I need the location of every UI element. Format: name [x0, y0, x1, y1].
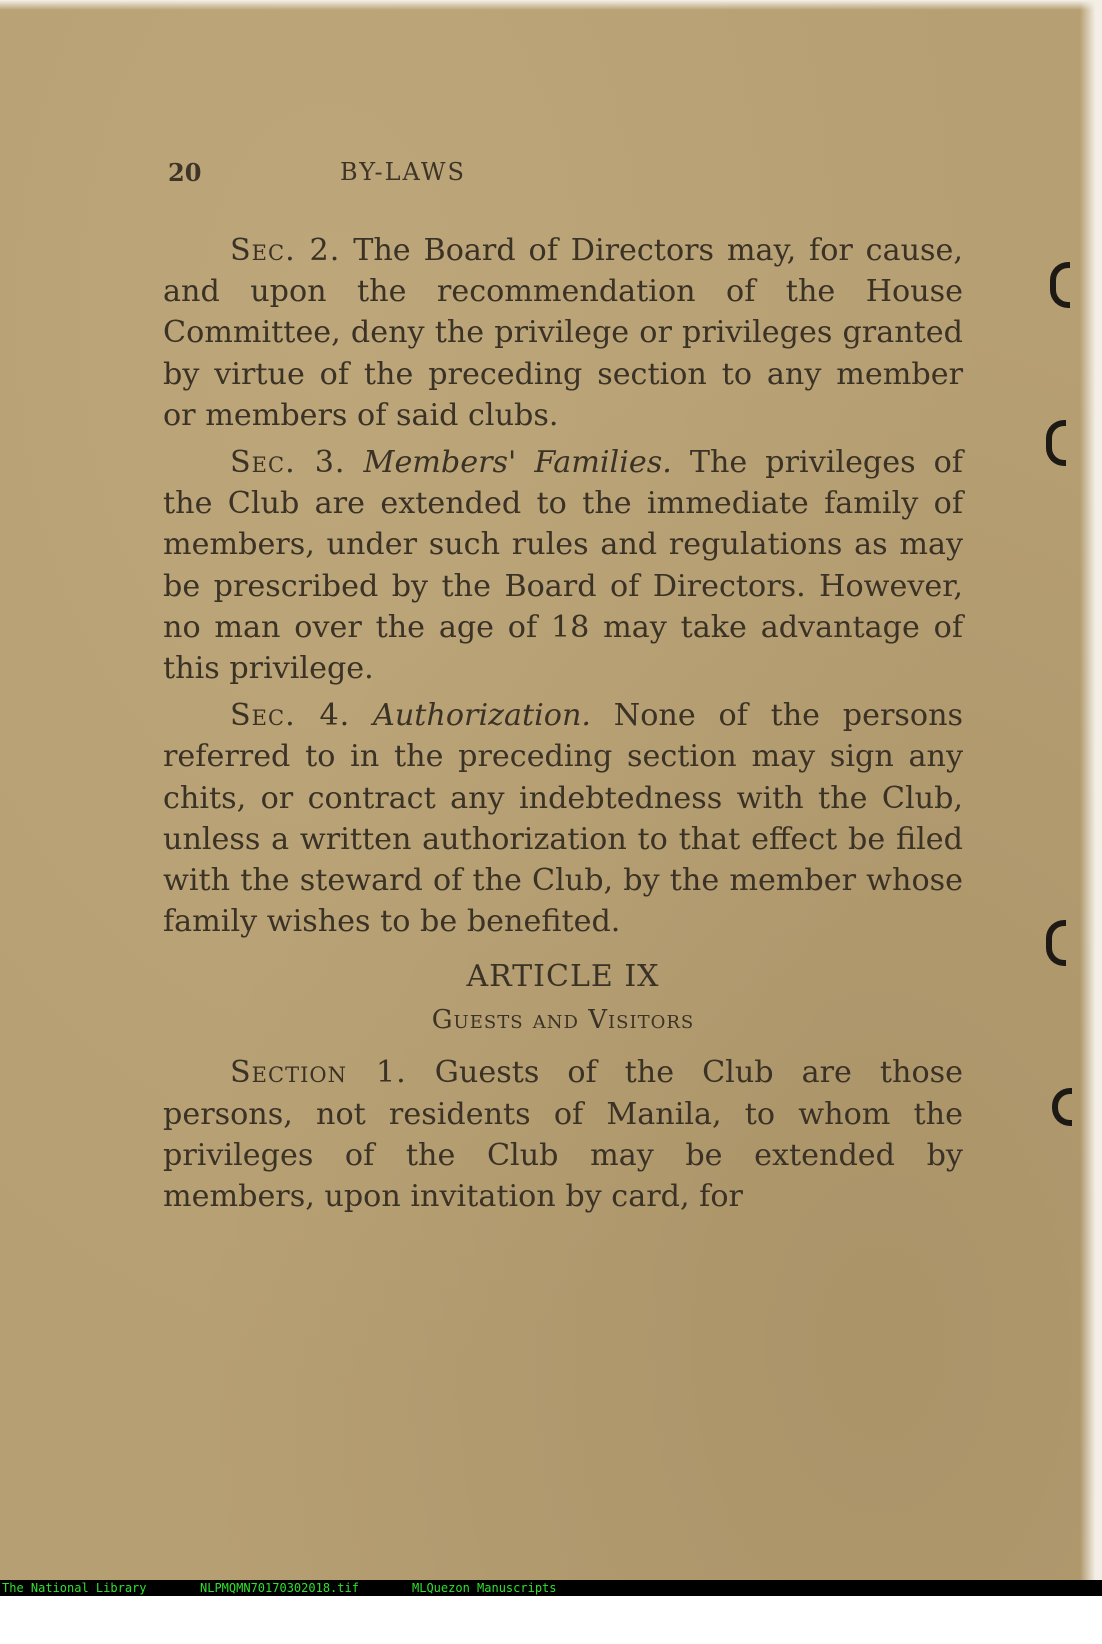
footer-library: The National Library [2, 1581, 147, 1595]
binding-hole-3 [1046, 920, 1066, 966]
page-number: 20 [168, 158, 202, 187]
scan-footer-bar [0, 1580, 1102, 1596]
article-section-1-text: Guests of the Club are those persons, not residents of Manila, to whom the privileges of the Club may be extended by members, upon invitation by card, for [163, 1055, 963, 1215]
section-3-text: The privileges of the Club are extended to the immediate family of members, under such rules and regulations as may be prescribed by the Board of Directors. However, no man over the age of 18 may take advantage of this privilege. [163, 445, 963, 687]
section-3-label: Sec. 3. [230, 445, 346, 481]
page-right-edge [1080, 0, 1102, 1580]
section-4-title: Authorization. [373, 698, 592, 734]
section-4 [163, 695, 963, 942]
binding-hole-4 [1052, 1088, 1072, 1126]
section-4-text: None of the persons referred to in the preceding section may sign any chits, or contract any indebtedness with the Club, unless a written authorization to that effect be filed with the steward of the Club, by the member whose family wishes to be benefited. [163, 698, 963, 940]
section-3-title: Members' Families. [363, 445, 672, 481]
section-4-label: Sec. 4. [230, 698, 351, 734]
page-top-edge [0, 0, 1102, 10]
binding-hole-2 [1046, 420, 1066, 466]
running-title: BY-LAWS [340, 158, 466, 186]
binding-hole-1 [1050, 262, 1070, 308]
footer-collection: MLQuezon Manuscripts [412, 1581, 557, 1595]
body-text [163, 230, 963, 1217]
section-2 [163, 230, 963, 436]
article-subheading: Guests and Visitors [431, 1005, 695, 1036]
section-2-text: The Board of Directors may, for cause, and upon the recommendation of the House Committee, deny the privilege or privileges granted by virtue of the preceding section to any member or members of said clubs. [163, 233, 963, 433]
section-3 [163, 442, 963, 689]
article-heading: ARTICLE IX [466, 959, 660, 995]
section-2-label: Sec. 2. [230, 233, 341, 268]
article-section-1 [163, 1052, 963, 1217]
footer-filename: NLPMQMN70170302018.tif [200, 1581, 359, 1595]
article-section-1-label: Section 1. [230, 1055, 407, 1091]
